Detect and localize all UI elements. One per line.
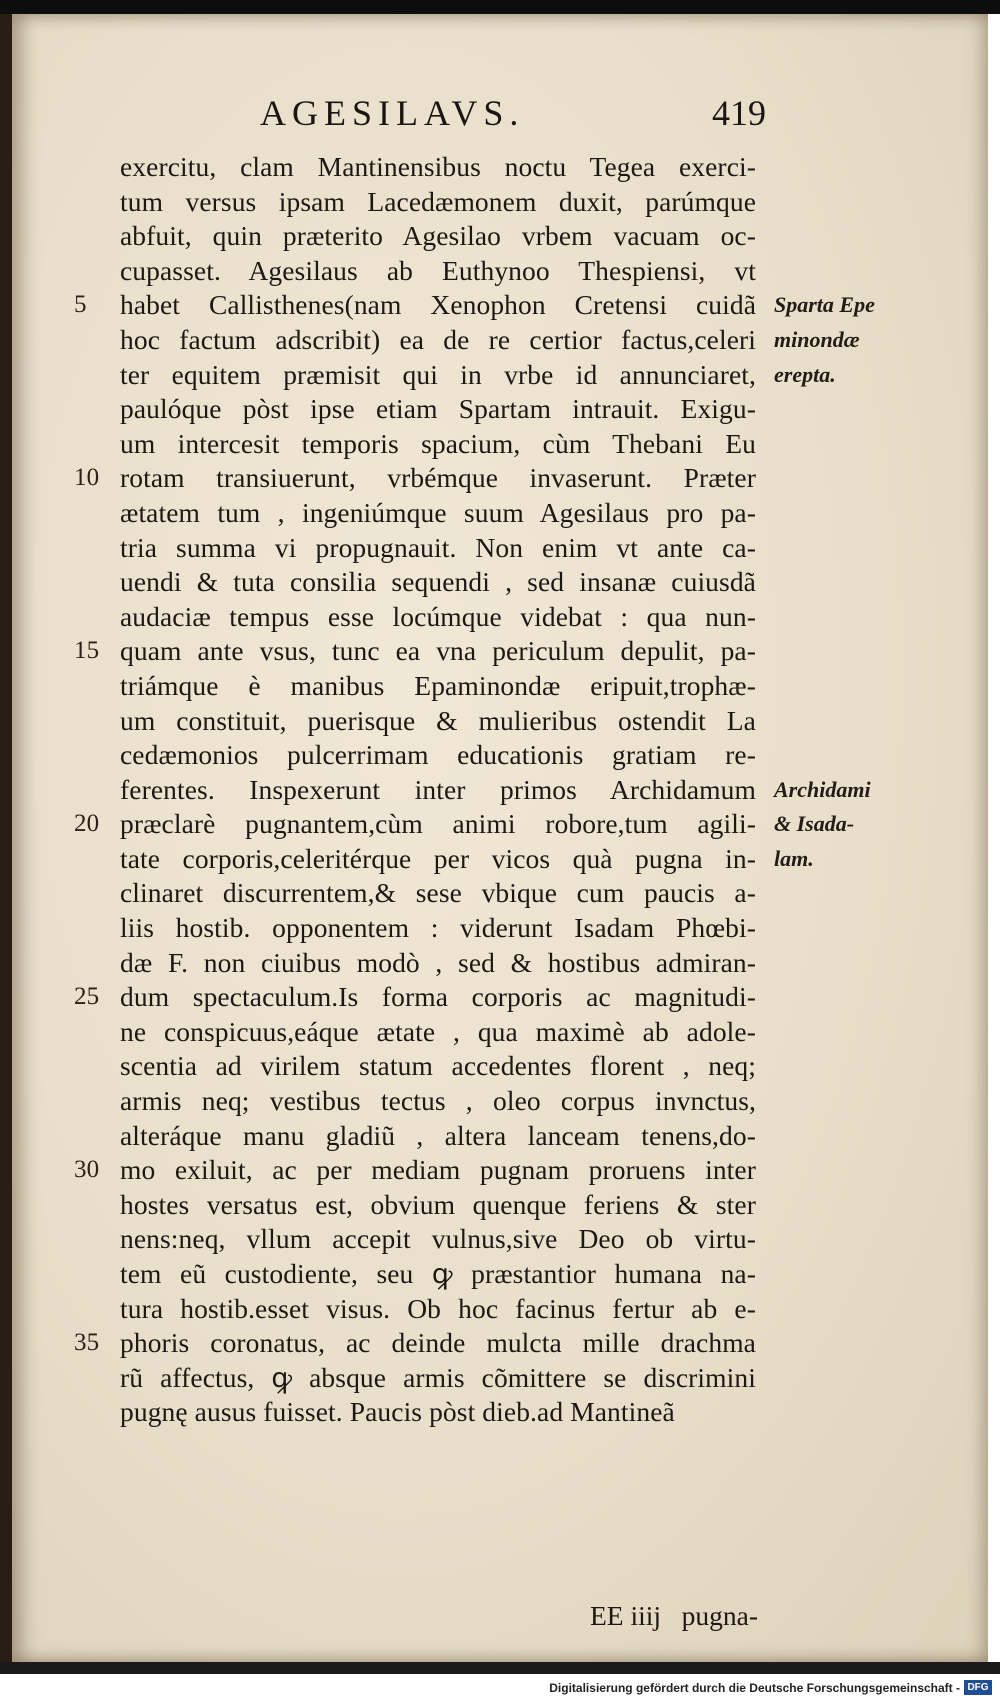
line-text: quam ante vsus, tunc ea vna periculum depulit, pa- xyxy=(120,635,756,667)
text-line xyxy=(120,1049,756,1084)
line-text: tem eũ custodiente, seu ꝙ præstantior humana na- xyxy=(120,1258,756,1289)
line-text: exercitu, clam Mantinensibus noctu Tegea exerci- xyxy=(120,151,756,182)
scan-top-border xyxy=(0,0,1000,14)
line-number: 25 xyxy=(74,983,100,1011)
text-line xyxy=(74,807,756,842)
text-line xyxy=(120,876,756,911)
line-text: ter equitem præmisit qui in vrbe id annunciaret, xyxy=(120,358,756,390)
marginal-note xyxy=(774,288,904,392)
signature-mark: EE iiij xyxy=(590,1600,662,1631)
text-line xyxy=(120,358,756,393)
text-line xyxy=(120,704,756,739)
text-line xyxy=(74,1326,756,1361)
text-line xyxy=(120,1015,756,1050)
text-line xyxy=(120,496,756,531)
text-line xyxy=(120,911,756,946)
line-text: tate corporis,celeritérque per vicos quà pugna in- xyxy=(120,842,756,874)
marginal-note-line: Sparta Epe xyxy=(774,292,875,318)
line-text: paulóque pòst ipse etiam Spartam intrauit. Exigu- xyxy=(120,393,756,425)
line-text: scentia ad virilem statum accedentes florent , neq; xyxy=(120,1050,756,1082)
line-text: armis neq; vestibus tectus , oleo corpus invnctus, xyxy=(120,1085,756,1117)
text-line xyxy=(120,669,756,704)
scan-bottom-border xyxy=(0,1662,1000,1674)
line-text: phoris coronatus, ac deinde mulcta mille drachma xyxy=(120,1327,756,1359)
marginal-note-line: & Isada- xyxy=(774,811,855,837)
text-line xyxy=(74,634,756,669)
text-line xyxy=(120,1222,756,1257)
text-line xyxy=(120,150,756,185)
text-line xyxy=(120,219,756,254)
line-text: tria summa vi propugnauit. Non enim vt ante ca- xyxy=(120,531,756,563)
line-text: tum versus ipsam Lacedæmonem duxit, parúmque xyxy=(120,185,756,217)
line-text: nens:neq, vllum accepit vulnus,sive Deo ob virtu- xyxy=(120,1223,756,1255)
catchword: pugna- xyxy=(681,1600,758,1631)
line-text: præclarè pugnantem,cùm animi robore,tum agili- xyxy=(120,808,756,840)
running-head: AGESILAVS. xyxy=(260,93,525,133)
line-text: habet Callisthenes(nam Xenophon Cretensi cuidã xyxy=(120,289,756,321)
line-text: ne conspicuus,eáque ætate , qua maximè ab adole- xyxy=(120,1015,756,1047)
text-line xyxy=(120,531,756,566)
text-line xyxy=(120,738,756,773)
line-number: 5 xyxy=(74,291,87,319)
scan-left-edge xyxy=(0,14,12,1662)
text-line xyxy=(120,1257,756,1292)
text-line xyxy=(120,427,756,462)
text-line xyxy=(120,1361,756,1396)
marginal-note-line: erepta. xyxy=(774,361,836,387)
marginal-note xyxy=(774,773,904,877)
line-text: mo exiluit, ac per mediam pugnam proruens inter xyxy=(120,1154,756,1186)
line-number: 35 xyxy=(74,1329,100,1357)
line-text: hoc factum adscribit) ea de re certior factus,celeri xyxy=(120,323,756,355)
page-footer xyxy=(120,1600,756,1636)
text-line xyxy=(120,323,756,358)
line-number: 30 xyxy=(74,1156,100,1184)
text-line xyxy=(74,980,756,1015)
marginal-note-line: minondæ xyxy=(774,326,860,352)
line-number: 10 xyxy=(74,464,100,492)
line-text: dum spectaculum.Is forma corporis ac magnitudi- xyxy=(120,981,756,1013)
line-text: alteráque manu gladiũ , altera lanceam tenens,do- xyxy=(120,1119,756,1151)
line-text: uendi & tuta consilia sequendi , sed insanæ cuiusdã xyxy=(120,566,756,598)
text-line xyxy=(74,461,756,496)
line-text: cedæmonios pulcerrimam educationis gratiam re- xyxy=(120,739,756,771)
line-text: clinaret discurrentem,& sese vbique cum paucis a- xyxy=(120,877,756,909)
text-line xyxy=(120,842,756,877)
line-text: ætatem tum , ingeniúmque suum Agesilaus pro pa- xyxy=(120,496,756,528)
text-line xyxy=(120,1292,756,1327)
line-number: 20 xyxy=(74,810,100,838)
text-line xyxy=(120,392,756,427)
line-text: audaciæ tempus esse locúmque videbat : qua nun- xyxy=(120,600,756,632)
text-line xyxy=(74,1153,756,1188)
marginal-note-line: lam. xyxy=(774,845,814,871)
line-text: rũ affectus, ꝙ absque armis cõmittere se discrimini xyxy=(120,1361,756,1393)
line-text: liis hostib. opponentem : viderunt Isadam Phœbi- xyxy=(120,912,756,944)
book-page xyxy=(12,14,988,1662)
text-line xyxy=(120,946,756,981)
text-line xyxy=(120,254,756,289)
text-line xyxy=(120,565,756,600)
marginal-note-line: Archidami xyxy=(774,776,871,802)
text-line xyxy=(74,288,756,323)
attribution-text: Digitalisierung gefördert durch die Deutsche Forschungsgemeinschaft - xyxy=(549,1681,960,1695)
line-text: pugnę ausus fuisset. Paucis pòst dieb.ad Mantineã xyxy=(120,1396,675,1428)
line-text: ferentes. Inspexerunt inter primos Archidamum xyxy=(120,773,756,805)
line-text: um constituit, puerisque & mulieribus ostendit La xyxy=(120,704,756,736)
line-text: abfuit, quin præterito Agesilao vrbem vacuam oc- xyxy=(120,220,756,252)
line-text: hostes versatus est, obvium quenque feriens & ster xyxy=(120,1188,756,1220)
dfg-logo: DFG xyxy=(964,1680,992,1695)
text-line xyxy=(120,773,756,808)
text-line xyxy=(120,1188,756,1223)
line-number: 15 xyxy=(74,637,100,665)
line-text: um intercesit temporis spacium, cùm Thebani Eu xyxy=(120,427,756,459)
line-text: dæ F. non ciuibus modò , sed & hostibus admiran- xyxy=(120,946,756,978)
line-text: triámque è manibus Epaminondæ eripuit,trophæ- xyxy=(120,669,756,701)
text-line xyxy=(120,600,756,635)
line-text: tura hostib.esset visus. Ob hoc facinus fertur ab e- xyxy=(120,1292,756,1324)
text-line xyxy=(120,185,756,220)
line-text: rotam transiuerunt, vrbémque invaserunt. Præter xyxy=(120,462,756,494)
attribution-bar xyxy=(0,1674,1000,1703)
line-text: cupasset. Agesilaus ab Euthynoo Thespiensi, vt xyxy=(120,254,756,286)
text-block xyxy=(74,150,756,1430)
text-line xyxy=(120,1395,756,1430)
text-line xyxy=(120,1084,756,1119)
page-number: 419 xyxy=(712,93,766,133)
text-line xyxy=(120,1119,756,1154)
